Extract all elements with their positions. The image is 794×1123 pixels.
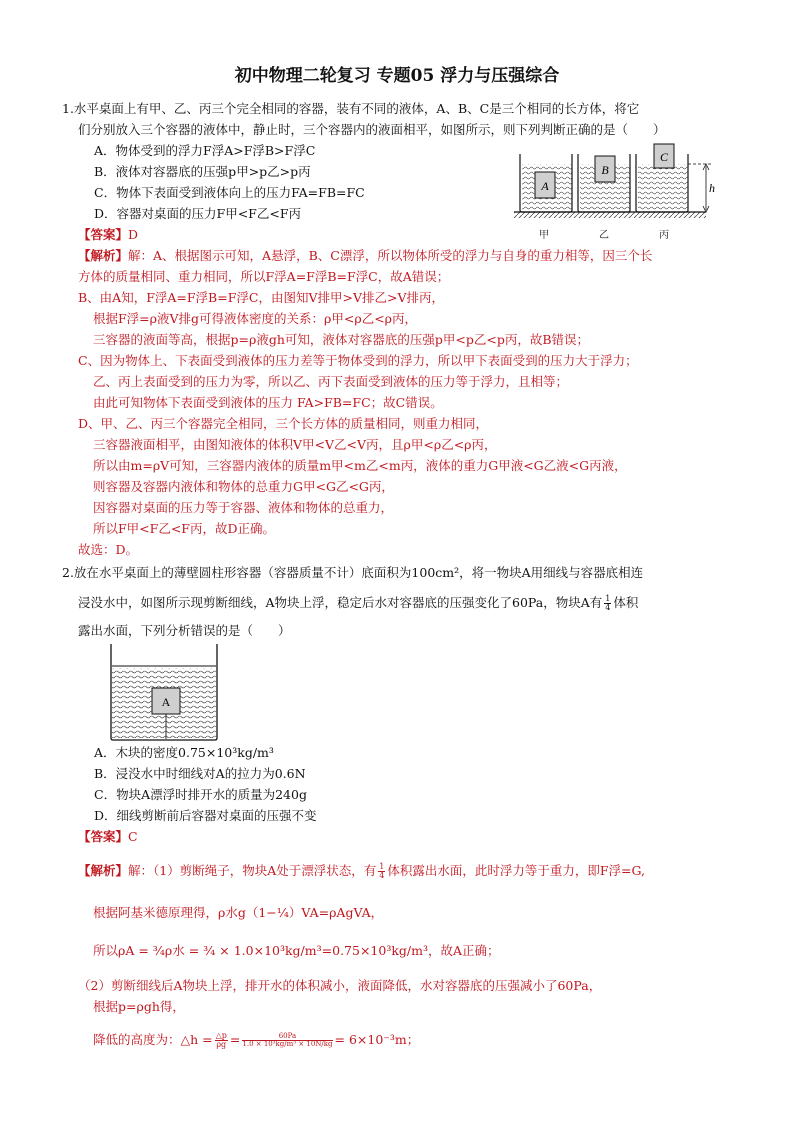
q1-explain-line-10: 三容器液面相平，由图知液体的体积V甲<V乙<V丙，且ρ甲<ρ乙<ρ丙， <box>93 437 497 452</box>
answer-value: D <box>128 227 139 242</box>
label-yi: 乙 <box>599 230 609 241</box>
q1-explain-line-2: 方体的质量相同、重力相同，所以F浮A=F浮B=F浮C，故A错误； <box>78 269 450 284</box>
q1-option-b: B．液体对容器底的压强p甲>p乙>p丙 <box>94 164 311 179</box>
q2-answer <box>78 831 138 844</box>
q1-option-c: C．物体下表面受到液体向上的压力FA=FB=FC <box>94 185 365 200</box>
container-yi <box>578 154 630 212</box>
q1-option-d: D．容器对桌面的压力F甲<F乙<F丙 <box>94 206 301 221</box>
q1-explain-line-8: 由此可知物体下表面受到液体的压力 FA>FB=FC；故C错误。 <box>93 395 443 410</box>
q2-option-d: D．细线剪断前后容器对桌面的压强不变 <box>94 808 317 823</box>
page-title: 初中物理二轮复习 专题05 浮力与压强综合 <box>234 66 560 86</box>
q1-explain-line-9: D、甲、乙、丙三个容器完全相同，三个长方体的质量相同，则重力相同， <box>78 416 489 431</box>
q1-explain-line-12: 则容器及容器内液体和物体的总重力G甲<G乙<G丙， <box>93 479 394 494</box>
q1-explain-line-6: C、因为物体上、下表面受到液体的压力差等于物体受到的浮力，所以甲下表面受到的压力大于浮力； <box>78 353 638 368</box>
label-jia: 甲 <box>539 230 549 241</box>
container-jia <box>520 154 572 212</box>
q1-stem-line1: 1.水平桌面上有甲、乙、丙三个完全相同的容器，装有不同的液体，A、B、C是三个相同的长方体，将它 <box>62 101 640 116</box>
q1-containers-figure <box>512 140 720 236</box>
q2-option-b: B．浸没水中时细线对A的拉力为0.6N <box>94 766 306 781</box>
answer-label: 【答案】 <box>78 227 129 242</box>
explain-label: 【解析】 <box>78 248 129 263</box>
q1-explain-line-4: 根据F浮=ρ液V排g可得液体密度的关系：ρ甲<ρ乙<ρ丙， <box>93 311 418 326</box>
block-c-label: C <box>659 150 669 164</box>
q2-explain-line-4: （2）剪断细线后A物块上浮，排开水的体积减小，液面降低，水对容器底的压强减小了60Pa， <box>78 978 602 993</box>
label-bing: 丙 <box>659 230 669 241</box>
explain-label: 【解析】 <box>78 863 129 878</box>
answer-label: 【答案】 <box>78 829 129 844</box>
answer-value: C <box>128 829 138 844</box>
block-b-label: B <box>601 163 609 177</box>
q2-option-a: A．木块的密度0.75×10³kg/m³ <box>94 745 274 760</box>
q2-container-figure <box>108 644 220 744</box>
q1-explain-line-3: B、由A知，F浮A=F浮B=F浮C，由图知V排甲>V排乙>V排丙， <box>78 290 444 305</box>
container-bing <box>636 144 688 212</box>
q2-explain-line-1: 【解析】解：（1）剪断绳子，物块A处于漂浮状态，有 $\frac{1}{4}$ 体积露出水面，此时浮力等于重力，即F浮=G, <box>78 862 646 880</box>
q2-explain-line-3: 所以ρA = ¾ρ水 = ¾ × 1.0×10³kg/m³=0.75×10³kg/m³，故A正确； <box>93 943 500 958</box>
q1-option-a: A．物体受到的浮力F浮A>F浮B>F浮C <box>94 143 316 158</box>
q1-stem-line2: 们分别放入三个容器的液体中，静止时，三个容器内的液面相平，如图所示，则下列判断正确的是（ ） <box>78 122 666 137</box>
q2-explain-line-5: 根据p=ρgh得， <box>93 999 185 1014</box>
q2-stem-line3: 露出水面，下列分析错误的是（ ） <box>78 623 291 638</box>
block-a-label: A <box>541 179 549 193</box>
height-label: h <box>709 181 715 195</box>
q1-explain-line-7: 乙、丙上表面受到的压力为零，所以乙、丙下表面受到液体的压力等于浮力，且相等； <box>93 374 569 389</box>
q1-conclusion: 故选：D。 <box>78 542 139 557</box>
q1-explain-line-14: 所以F甲<F乙<F丙，故D正确。 <box>93 521 275 536</box>
q1-answer <box>78 229 138 242</box>
fraction-delta-p: $\frac{\triangle p}{\rho g}$ <box>215 1031 227 1049</box>
fraction-calc: $\frac{60Pa}{\text{1.0 × 10³kg/m³ × 10N/kg}}$ <box>242 1032 333 1048</box>
q1-explain-line-5: 三容器的液面等高，根据p=ρ液gh可知，液体对容器底的压强p甲<p乙<p丙，故B错误； <box>93 332 590 347</box>
fraction-one-quarter: $\frac{1}{4}$ <box>379 862 385 880</box>
fraction-one-quarter: $\frac{1}{4}$ <box>605 594 611 612</box>
q2-explain-line-6: 降低的高度为：△h = $\frac{\triangle p}{\rho g}$ = $\frac{60Pa}{\text{1.0 × 10³kg/m³ × 10N/kg}}$ = 6×10⁻³m； <box>93 1031 420 1049</box>
q2-option-c: C．物块A漂浮时排开水的质量为240g <box>94 787 307 802</box>
q2-stem-line2: 浸没水中，如图所示现剪断细线，A物块上浮，稳定后水对容器底的压强变化了60Pa，物块A有 $\frac{1}{4}$ 体积 <box>78 594 639 612</box>
q1-explain-line-13: 因容器对桌面的压力等于容器、液体和物体的总重力， <box>93 500 394 515</box>
q1-explain-line-1: 【解析】解：A、根据图示可知，A悬浮，B、C漂浮，所以物体所受的浮力与自身的重力相等，因三个长 <box>78 248 653 263</box>
q2-stem-line1: 2.放在水平桌面上的薄壁圆柱形容器（容器质量不计）底面积为100cm²，将一物块A用细线与容器底相连 <box>62 565 644 580</box>
q1-explain-line-11: 所以由m=ρV可知，三容器内液体的质量m甲<m乙<m丙，液体的重力G甲液<G乙液<G丙液， <box>93 458 627 473</box>
q2-explain-line-2: 根据阿基米德原理得，ρ水g（1−¼）VA=ρAgVA， <box>93 905 384 920</box>
block-label: A <box>161 695 171 709</box>
